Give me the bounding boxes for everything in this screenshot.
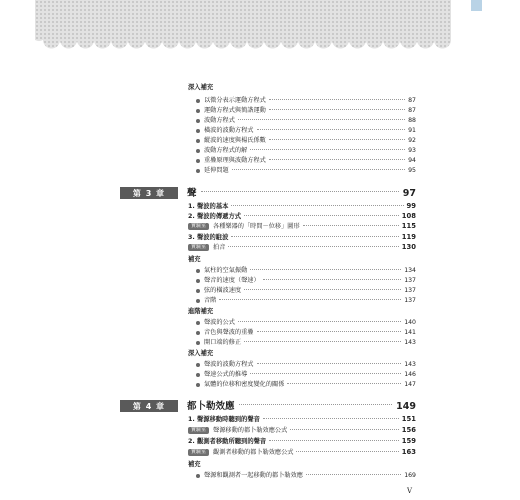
entry-label: 聲源移動的都卜勒效應公式 xyxy=(213,427,288,434)
entry-page: 141 xyxy=(404,329,416,336)
lab-entry xyxy=(188,426,416,435)
entry-label: 開口端的修正 xyxy=(204,339,242,346)
entry-label: 2. 聲波的傳遞方式 xyxy=(188,213,242,220)
entry-label: 觀測者移動的都卜勒效應公式 xyxy=(213,449,294,456)
toc-item xyxy=(188,437,416,446)
entry-page: 156 xyxy=(401,426,416,434)
entry-label: 氣體的位移和密度變化的關係 xyxy=(204,381,285,388)
lab-tag: 實驗室 xyxy=(188,223,209,230)
entry-label: 弦的橫波速度 xyxy=(204,287,242,294)
entry-label: 重疊原理與波動方程式 xyxy=(204,157,266,164)
entry-page: 95 xyxy=(408,167,416,174)
entry-page: 99 xyxy=(406,202,416,210)
leader-dots xyxy=(296,451,398,452)
toc-subitem xyxy=(196,166,416,175)
chapter-page: 97 xyxy=(402,187,416,199)
entry-label: 橫波的波動方程式 xyxy=(204,127,254,134)
toc-subitem xyxy=(196,96,416,105)
entry-page: 94 xyxy=(408,157,416,164)
leader-dots xyxy=(232,169,405,170)
chapter-title: 都卜勒效應 xyxy=(187,400,235,412)
entry-label: 聲速公式的推導 xyxy=(204,371,248,378)
toc-subitem xyxy=(196,146,416,155)
toc-item xyxy=(188,202,416,211)
entry-page: 93 xyxy=(408,147,416,154)
toc-subitem xyxy=(196,471,416,480)
entry-page: 130 xyxy=(401,243,416,251)
entry-label: 3. 聲波的駐波 xyxy=(188,234,229,241)
lab-entry xyxy=(188,448,416,457)
leader-dots xyxy=(239,404,393,405)
leader-dots xyxy=(287,383,401,384)
leader-dots xyxy=(263,279,402,280)
page-number: V xyxy=(407,487,413,495)
entry-label: 聲源和觀測者一起移動的都卜勒效應 xyxy=(204,472,303,479)
entry-page: 163 xyxy=(401,448,416,456)
leader-dots xyxy=(228,246,398,247)
entry-page: 151 xyxy=(401,415,416,423)
section-heading xyxy=(188,349,484,358)
toc-subitem xyxy=(196,286,416,295)
entry-page: 137 xyxy=(404,287,416,294)
leader-dots xyxy=(306,474,401,475)
leader-dots xyxy=(231,236,398,237)
scalloped-header-graphic xyxy=(35,0,451,52)
chapter-title: 聲 xyxy=(187,187,197,199)
entry-label: 氣柱的空氣振動 xyxy=(204,267,248,274)
chapter-heading xyxy=(120,186,416,200)
toc-subitem xyxy=(196,266,416,275)
section-heading-label: 補充 xyxy=(188,461,201,468)
entry-page: 146 xyxy=(404,371,416,378)
toc-subitem xyxy=(196,318,416,327)
toc-subitem xyxy=(196,156,416,165)
leader-dots xyxy=(269,139,405,140)
leader-dots xyxy=(201,191,399,192)
leader-dots xyxy=(238,321,401,322)
leader-dots xyxy=(250,269,401,270)
leader-dots xyxy=(244,341,401,342)
entry-page: 143 xyxy=(404,361,416,368)
corner-tab xyxy=(471,0,482,11)
toc-subitem xyxy=(196,296,416,305)
leader-dots xyxy=(238,119,405,120)
leader-dots xyxy=(303,225,399,226)
entry-page: 140 xyxy=(404,319,416,326)
section-heading-label: 深入補充 xyxy=(188,84,214,91)
entry-label: 各種樂器的「時間－位移」圖形 xyxy=(213,223,300,230)
entry-label: 1. 聲波的基本 xyxy=(188,203,229,210)
toc-subitem xyxy=(196,276,416,285)
toc-item xyxy=(188,415,416,424)
toc-subitem xyxy=(196,370,416,379)
leader-dots xyxy=(231,205,403,206)
entry-label: 延伸問題 xyxy=(204,167,229,174)
entry-label: 音色與聲波的重疊 xyxy=(204,329,254,336)
entry-page: 88 xyxy=(408,117,416,124)
entry-page: 137 xyxy=(404,297,416,304)
entry-label: 運動方程式與簡諧運動 xyxy=(204,107,266,114)
toc-item xyxy=(188,212,416,221)
entry-page: 115 xyxy=(401,222,416,230)
leader-dots xyxy=(257,331,402,332)
lab-tag: 實驗室 xyxy=(188,427,209,434)
leader-dots xyxy=(257,129,406,130)
section-heading-label: 補充 xyxy=(188,256,201,263)
entry-label: 波動方程式的解 xyxy=(204,147,248,154)
leader-dots xyxy=(269,99,405,100)
section-heading xyxy=(188,460,484,469)
entry-label: 以微分表示運動方程式 xyxy=(204,97,266,104)
lab-tag: 實驗室 xyxy=(188,244,209,251)
toc-subitem xyxy=(196,338,416,347)
entry-page: 119 xyxy=(401,233,416,241)
toc-subitem xyxy=(196,360,416,369)
decorative-header-band xyxy=(35,0,451,52)
entry-label: 2. 觀測者移動所聽到的聲音 xyxy=(188,438,267,445)
entry-page: 92 xyxy=(408,137,416,144)
lab-entry xyxy=(188,243,416,252)
section-heading-label: 進階補充 xyxy=(188,308,214,315)
leader-dots xyxy=(263,418,399,419)
toc-subitem xyxy=(196,380,416,389)
toc-subitem xyxy=(196,116,416,125)
entry-page: 147 xyxy=(404,381,416,388)
leader-dots xyxy=(269,159,405,160)
chapter-page: 149 xyxy=(396,400,416,412)
entry-label: 聲波的公式 xyxy=(204,319,235,326)
entry-label: 聲音的速度（聲速） xyxy=(204,277,260,284)
entry-label: 拍音 xyxy=(213,244,226,251)
entry-page: 87 xyxy=(408,107,416,114)
entry-label: 音階 xyxy=(204,297,217,304)
section-heading xyxy=(188,255,484,264)
lab-tag: 實驗室 xyxy=(188,449,209,456)
leader-dots xyxy=(244,289,401,290)
leader-dots xyxy=(250,149,405,150)
chapter-heading xyxy=(120,399,416,413)
entry-page: 87 xyxy=(408,97,416,104)
leader-dots xyxy=(269,109,405,110)
entry-page: 159 xyxy=(401,437,416,445)
leader-dots xyxy=(244,215,399,216)
leader-dots xyxy=(269,440,399,441)
leader-dots xyxy=(250,373,401,374)
toc-subitem xyxy=(196,328,416,337)
entry-label: 縱波的速度與楊氏係數 xyxy=(204,137,266,144)
entry-page: 169 xyxy=(404,472,416,479)
section-heading xyxy=(188,307,484,316)
leader-dots xyxy=(257,363,402,364)
chapter-label: 第 3 章 xyxy=(120,187,178,199)
toc-item xyxy=(188,233,416,242)
toc-subitem xyxy=(196,136,416,145)
chapter-label: 第 4 章 xyxy=(120,400,178,412)
entry-page: 108 xyxy=(401,212,416,220)
toc-subitem xyxy=(196,126,416,135)
lab-entry xyxy=(188,222,416,231)
leader-dots xyxy=(290,429,399,430)
leader-dots xyxy=(219,299,401,300)
entry-page: 143 xyxy=(404,339,416,346)
entry-label: 1. 聲源移動時聽到的聲音 xyxy=(188,416,260,423)
entry-label: 聲波的波動方程式 xyxy=(204,361,254,368)
section-heading xyxy=(188,83,484,92)
entry-page: 91 xyxy=(408,127,416,134)
entry-page: 137 xyxy=(404,277,416,284)
toc-subitem xyxy=(196,106,416,115)
entry-page: 134 xyxy=(404,267,416,274)
entry-label: 波動方程式 xyxy=(204,117,235,124)
section-heading-label: 深入補充 xyxy=(188,350,214,357)
